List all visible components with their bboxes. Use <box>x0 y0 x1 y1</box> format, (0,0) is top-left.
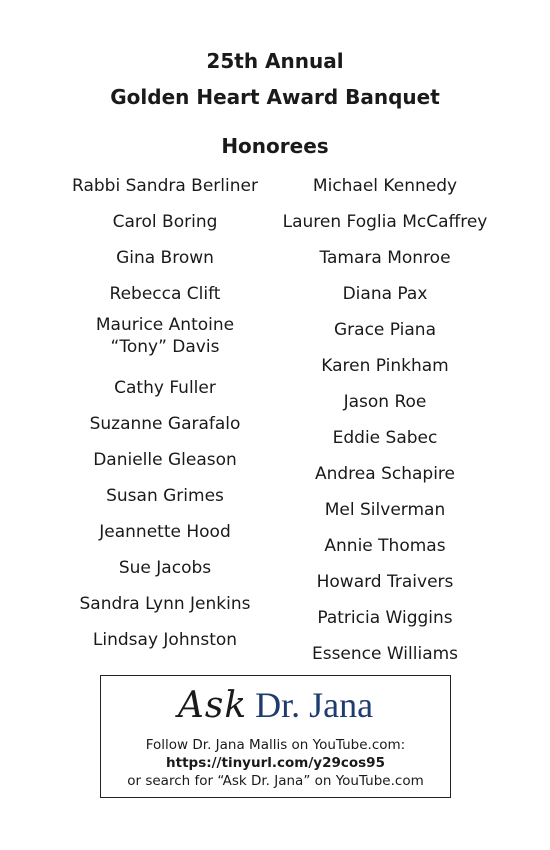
honoree-name: Carol Boring <box>112 212 218 232</box>
honoree-name: Sandra Lynn Jenkins <box>79 594 251 614</box>
event-title-line2: Golden Heart Award Banquet <box>110 85 440 109</box>
honoree-name: Michael Kennedy <box>312 176 458 196</box>
honoree-name: Grace Piana <box>334 320 436 340</box>
honoree-name: Suzanne Garafalo <box>89 414 241 434</box>
promo-search-text: or search for “Ask Dr. Jana” on YouTube.com <box>127 773 424 789</box>
ask-dr-jana-promo-box <box>100 675 451 798</box>
honoree-name: Jeannette Hood <box>99 522 231 542</box>
logo-name-text: Dr. Jana <box>255 685 374 725</box>
honoree-name: Gina Brown <box>116 248 214 268</box>
honoree-name: Annie Thomas <box>324 536 446 556</box>
honoree-name: Essence Williams <box>311 644 459 664</box>
honoree-name: Karen Pinkham <box>321 356 449 376</box>
honoree-name: Lindsay Johnston <box>92 630 238 650</box>
ask-dr-jana-logo <box>101 682 450 728</box>
honoree-name-line: “Tony” Davis <box>110 337 220 357</box>
honoree-name: Tamara Monroe <box>319 248 451 268</box>
honoree-name: Rabbi Sandra Berliner <box>72 176 258 196</box>
promo-youtube-link[interactable]: https://tinyurl.com/y29cos95 <box>166 755 385 771</box>
event-title-line1: 25th Annual <box>206 49 344 73</box>
honorees-heading: Honorees <box>221 134 329 158</box>
honoree-name: Danielle Gleason <box>93 450 237 470</box>
honoree-name-line: Maurice Antoine <box>95 315 235 335</box>
honoree-name: Cathy Fuller <box>114 378 216 398</box>
honoree-name: Diana Pax <box>342 284 428 304</box>
honoree-name: Jason Roe <box>343 392 427 412</box>
honoree-name: Mel Silverman <box>324 500 446 520</box>
honoree-name: Eddie Sabec <box>332 428 438 448</box>
honoree-name: Patricia Wiggins <box>317 608 453 628</box>
promo-follow-text: Follow Dr. Jana Mallis on YouTube.com: <box>145 737 406 753</box>
honoree-name: Sue Jacobs <box>118 558 212 578</box>
honorees-right-column <box>255 170 515 674</box>
honoree-name: Howard Traivers <box>316 572 454 592</box>
honoree-name: Lauren Foglia McCaffrey <box>282 212 488 232</box>
honoree-name: Rebecca Clift <box>109 284 221 304</box>
honoree-name: Andrea Schapire <box>314 464 455 484</box>
logo-ask-text: Ask <box>177 685 248 726</box>
honoree-name: Susan Grimes <box>106 486 224 506</box>
